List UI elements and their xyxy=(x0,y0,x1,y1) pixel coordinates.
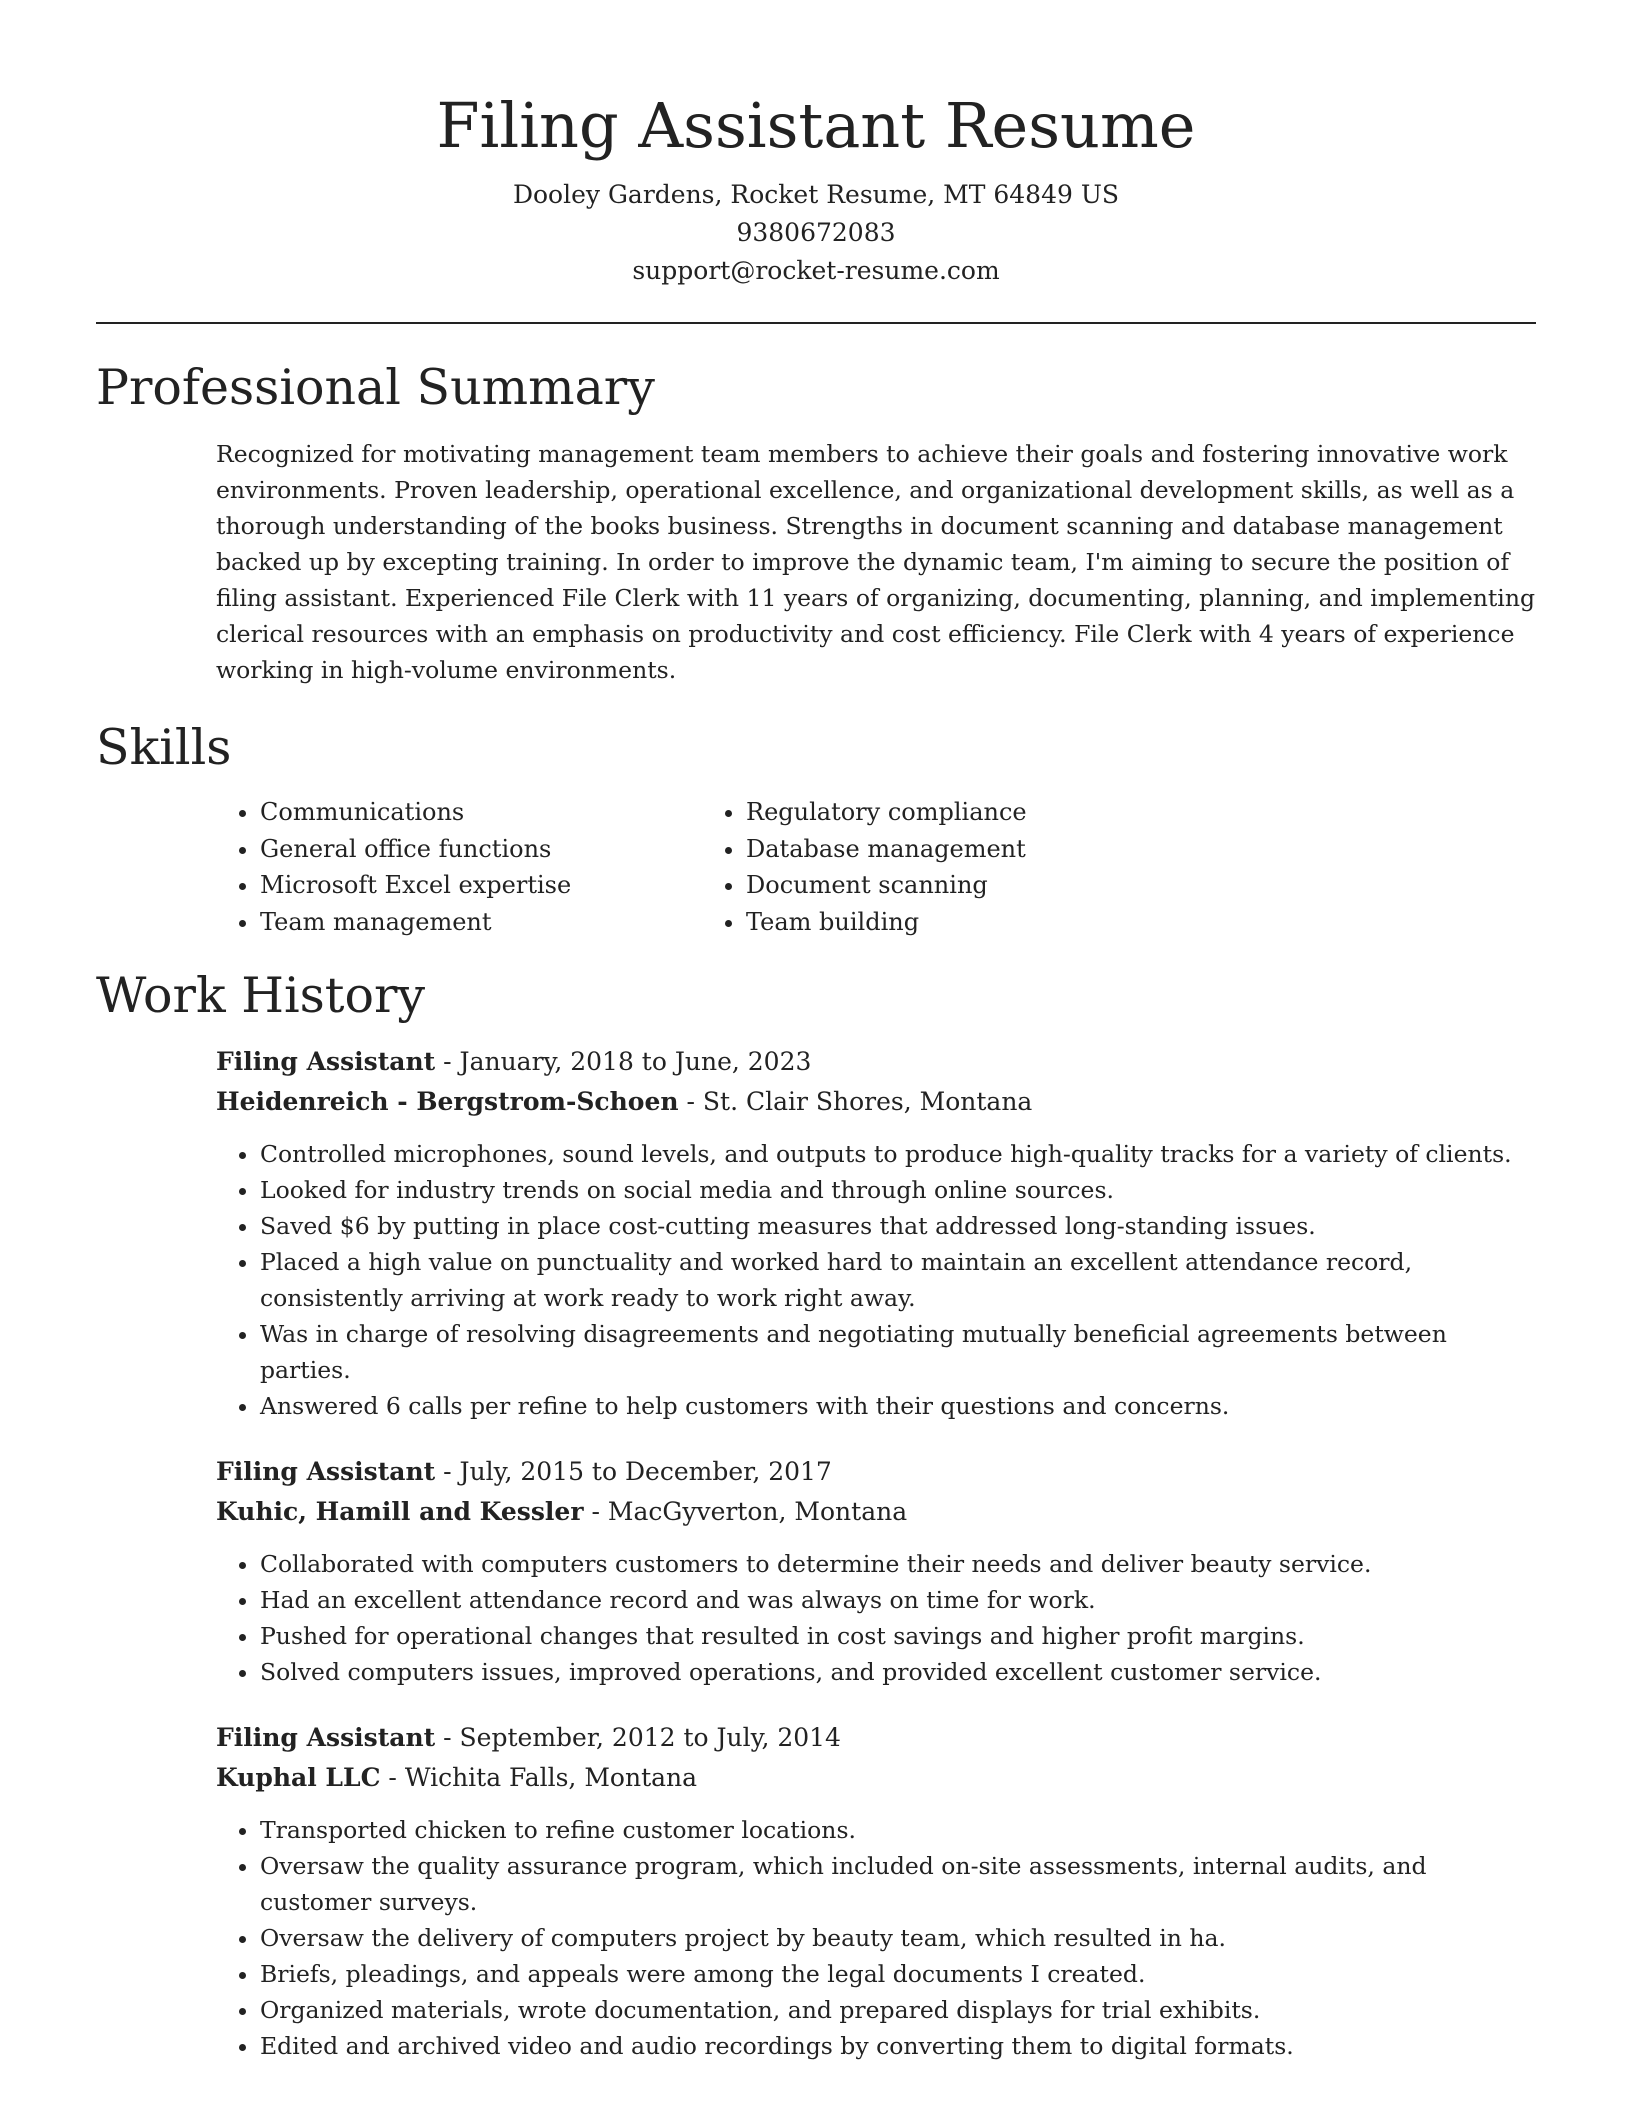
header-divider xyxy=(96,322,1536,324)
job-bullet: • Was in charge of resolving disagreements and negotiating mutually beneficial agreements between parties. xyxy=(260,1316,1536,1388)
resume-title: Filing Assistant Resume xyxy=(436,89,1196,162)
job-entry xyxy=(216,1452,1536,1690)
summary-text: Recognized for motivating management team members to achieve their goals and fostering innovative work environments. Proven leadership, operational excellence, and organizational development skills, as well as a thorough understanding of the books business. Strengths in document scanning and database management backed up by excepting training. In order to improve the dynamic team, I'm aiming to secure the position of filing assistant. Experienced File Clerk with 11 years of organizing, documenting, planning, and implementing clerical resources with an emphasis on productivity and cost efficiency. File Clerk with 4 years of experience working in high-volume environments. xyxy=(216,440,1536,684)
separator: - xyxy=(435,1047,460,1076)
job-bullet: • Solved computers issues, improved operations, and provided excellent customer service. xyxy=(260,1654,1536,1690)
job-bullet: • Edited and archived video and audio recordings by converting them to digital formats. xyxy=(260,2028,1536,2064)
separator: - xyxy=(435,1723,460,1752)
skills-heading: Skills xyxy=(96,719,232,776)
job-company: Kuphal LLC xyxy=(216,1763,381,1792)
skill-item: • Document scanning xyxy=(746,867,1232,904)
work-history-heading: Work History xyxy=(96,967,426,1024)
skill-item: • Database management xyxy=(746,831,1232,868)
skill-item: • Communications xyxy=(260,794,746,831)
job-bullet: • Saved $6 by putting in place cost-cutting measures that addressed long-standing issues. xyxy=(260,1208,1536,1244)
skill-item: • Microsoft Excel expertise xyxy=(260,867,746,904)
skill-item: • Team building xyxy=(746,904,1232,941)
contact-address: Dooley Gardens, Rocket Resume, MT 64849 US xyxy=(512,180,1120,209)
separator: - xyxy=(678,1087,703,1116)
job-title-line xyxy=(216,1042,1536,1082)
resume-page xyxy=(96,0,1536,2064)
job-bullet: • Transported chicken to refine customer locations. xyxy=(260,1812,1536,1848)
contact-phone: 9380672083 xyxy=(736,218,896,247)
job-bullet: • Had an excellent attendance record and was always on time for work. xyxy=(260,1582,1536,1618)
job-title-line xyxy=(216,1718,1536,1758)
job-company-line xyxy=(216,1758,1536,1798)
skills-list xyxy=(96,794,1536,940)
skill-item: • Team management xyxy=(260,904,746,941)
job-dates: January, 2018 to June, 2023 xyxy=(459,1047,812,1076)
job-entry xyxy=(216,1042,1536,1424)
skills-column-left xyxy=(96,794,746,940)
job-location: Wichita Falls, Montana xyxy=(404,1763,698,1792)
job-bullet: • Oversaw the quality assurance program, which included on-site assessments, internal audits, and customer surveys. xyxy=(260,1848,1536,1920)
job-bullet: • Placed a high value on punctuality and worked hard to maintain an excellent attendance record, consistently arriving at work ready to work right away. xyxy=(260,1244,1536,1316)
job-entry xyxy=(216,1718,1536,2064)
job-company-line xyxy=(216,1082,1536,1122)
skill-item: • General office functions xyxy=(260,831,746,868)
skill-item: • Regulatory compliance xyxy=(746,794,1232,831)
job-bullets xyxy=(216,1546,1536,1690)
job-bullet: • Oversaw the delivery of computers project by beauty team, which resulted in ha. xyxy=(260,1920,1536,1956)
job-company: Kuhic, Hamill and Kessler xyxy=(216,1497,584,1526)
job-title: Filing Assistant xyxy=(216,1723,436,1752)
job-bullet: • Controlled microphones, sound levels, and outputs to produce high-quality tracks for a variety of clients. xyxy=(260,1136,1536,1172)
job-bullet: • Looked for industry trends on social media and through online sources. xyxy=(260,1172,1536,1208)
job-bullet: • Answered 6 calls per refine to help customers with their questions and concerns. xyxy=(260,1388,1536,1424)
separator: - xyxy=(435,1457,460,1486)
contact-info xyxy=(96,176,1536,290)
separator: - xyxy=(380,1763,405,1792)
job-bullet: • Briefs, pleadings, and appeals were among the legal documents I created. xyxy=(260,1956,1536,1992)
job-dates: July, 2015 to December, 2017 xyxy=(459,1457,832,1486)
skills-column-right xyxy=(746,794,1232,940)
job-bullets xyxy=(216,1136,1536,1424)
resume-header xyxy=(96,0,1536,324)
summary-heading: Professional Summary xyxy=(96,359,655,416)
job-bullets xyxy=(216,1812,1536,2064)
job-bullet: • Organized materials, wrote documentation, and prepared displays for trial exhibits. xyxy=(260,1992,1536,2028)
job-title-line xyxy=(216,1452,1536,1492)
separator: - xyxy=(583,1497,608,1526)
job-title: Filing Assistant xyxy=(216,1457,436,1486)
job-location: St. Clair Shores, Montana xyxy=(702,1087,1033,1116)
job-bullet: • Collaborated with computers customers to determine their needs and deliver beauty service. xyxy=(260,1546,1536,1582)
contact-email: support@rocket-resume.com xyxy=(632,256,1000,285)
job-dates: September, 2012 to July, 2014 xyxy=(459,1723,841,1752)
job-company: Heidenreich - Bergstrom-Schoen xyxy=(216,1087,679,1116)
job-company-line xyxy=(216,1492,1536,1532)
job-title: Filing Assistant xyxy=(216,1047,436,1076)
job-bullet: • Pushed for operational changes that resulted in cost savings and higher profit margins. xyxy=(260,1618,1536,1654)
job-location: MacGyverton, Montana xyxy=(607,1497,908,1526)
